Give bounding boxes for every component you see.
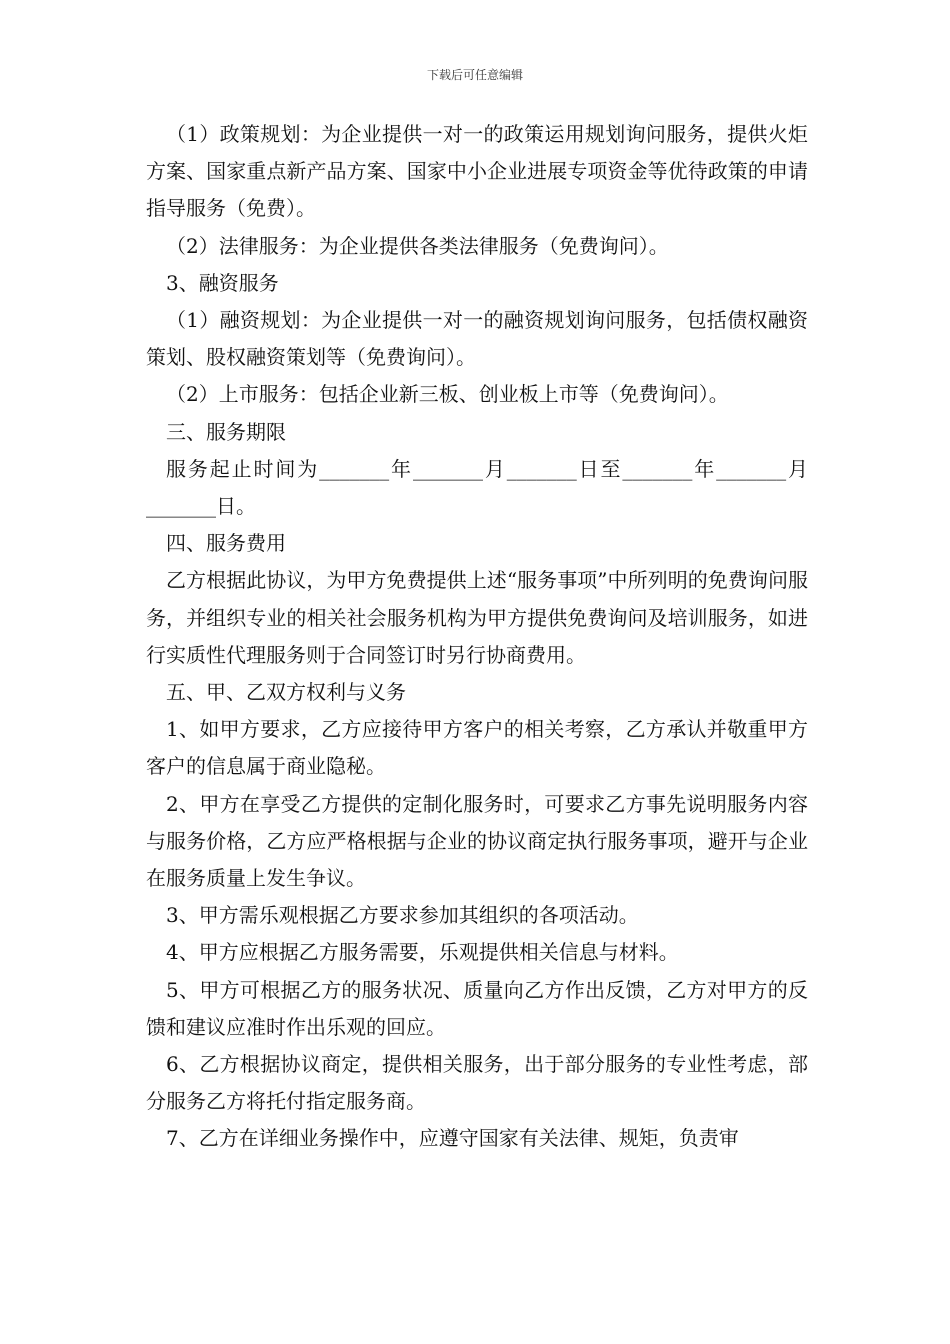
- paragraph: （2）法律服务：为企业提供各类法律服务（免费询问）。: [166, 233, 669, 258]
- paragraph: （2）上市服务：包括企业新三板、创业板上市等（免费询问）。: [166, 382, 729, 407]
- paragraph: 乙方根据此协议，为甲方免费提供上述“服务事项”中所列明的免费询问服务，并组织专业的相关社会服务机构为甲方提供免费询问及培训服务，如进行实质性代理服务则于合同签订时另行协商费用。: [146, 568, 808, 667]
- paragraph: 4、甲方应根据乙方服务需要，乐观提供相关信息与材料。: [166, 940, 679, 965]
- paragraph: （1）融资规划：为企业提供一对一的融资规划询问服务，包括债权融资策划、股权融资策划等（免费询问）。: [146, 308, 808, 370]
- paragraph: 1、如甲方要求，乙方应接待甲方客户的相关考察，乙方承认并敬重甲方客户的信息属于商业隐秘。: [146, 717, 808, 779]
- section-heading: 3、融资服务: [166, 270, 279, 295]
- paragraph: 7、乙方在详细业务操作中，应遵守国家有关法律、规矩，负责审: [166, 1126, 739, 1151]
- section-heading: 五、甲、乙双方权利与义务: [166, 680, 406, 705]
- paragraph: 6、乙方根据协议商定，提供相关服务，出于部分服务的专业性考虑，部分服务乙方将托付指定服务商。: [146, 1052, 808, 1114]
- paragraph: 3、甲方需乐观根据乙方要求参加其组织的各项活动。: [166, 903, 639, 928]
- section-heading: 四、服务费用: [166, 531, 286, 556]
- paragraph: 5、甲方可根据乙方的服务状况、质量向乙方作出反馈，乙方对甲方的反馈和建议应准时作出乐观的回应。: [146, 977, 808, 1039]
- paragraph: （1）政策规划：为企业提供一对一的政策运用规划询问服务，提供火炬方案、国家重点新产品方案、国家中小企业进展专项资金等优待政策的申请指导服务（免费）。: [146, 122, 808, 221]
- page-header: 下载后可任意编辑: [426, 68, 523, 82]
- section-heading: 三、服务期限: [166, 419, 286, 444]
- paragraph: 2、甲方在享受乙方提供的定制化服务时，可要求乙方事先说明服务内容与服务价格，乙方应严格根据与企业的协议商定执行服务事项，避开与企业在服务质量上发生争议。: [146, 791, 808, 891]
- document-body: [146, 116, 808, 1158]
- paragraph: 服务起止时间为_______年_______月_______日至_______年_______月_______日。: [146, 456, 808, 519]
